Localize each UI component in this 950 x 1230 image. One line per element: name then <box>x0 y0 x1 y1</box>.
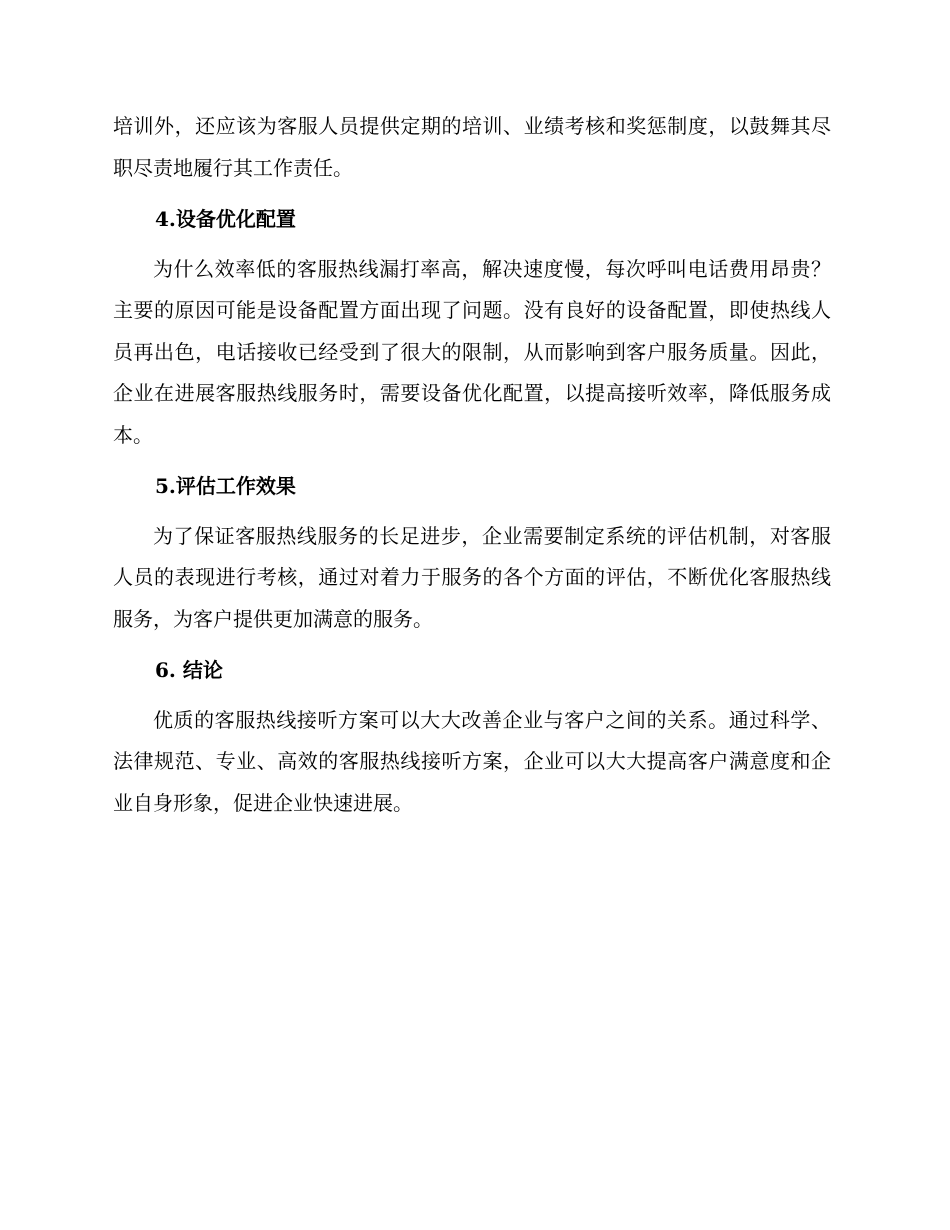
paragraph-conclusion: 优质的客服热线接听方案可以大大改善企业与客户之间的关系。通过科学、法律规范、专业、高效的客服热线接听方案，企业可以大大提高客户满意度和企业自身形象，促进企业快速进展。 <box>113 707 831 815</box>
paragraph-evaluate-work: 为了保证客服热线服务的长足进步，企业需要制定系统的评估机制，对客服人员的表现进行考核，通过对着力于服务的各个方面的评估，不断优化客服热线服务，为客户提供更加满意的服务。 <box>113 523 831 631</box>
heading-evaluate-work: 5.评估工作效果 <box>155 474 296 498</box>
document-page <box>113 106 831 824</box>
heading-conclusion: 6. 结论 <box>155 658 223 682</box>
heading-equipment-optimization: 4.设备优化配置 <box>155 207 296 231</box>
paragraph-training-continued: 培训外，还应该为客服人员提供定期的培训、业绩考核和奖惩制度，以鼓舞其尽职尽责地履行其工作责任。 <box>113 114 831 180</box>
paragraph-equipment-optimization: 为什么效率低的客服热线漏打率高，解决速度慢，每次呼叫电话费用昂贵？主要的原因可能是设备配置方面出现了问题。没有良好的设备配置，即使热线人员再出色，电话接收已经受到了很大的限制，从而影响到客户服务质量。因此，企业在进展客服热线服务时，需要设备优化配置，以提高接听效率，降低服务成本。 <box>113 256 831 447</box>
